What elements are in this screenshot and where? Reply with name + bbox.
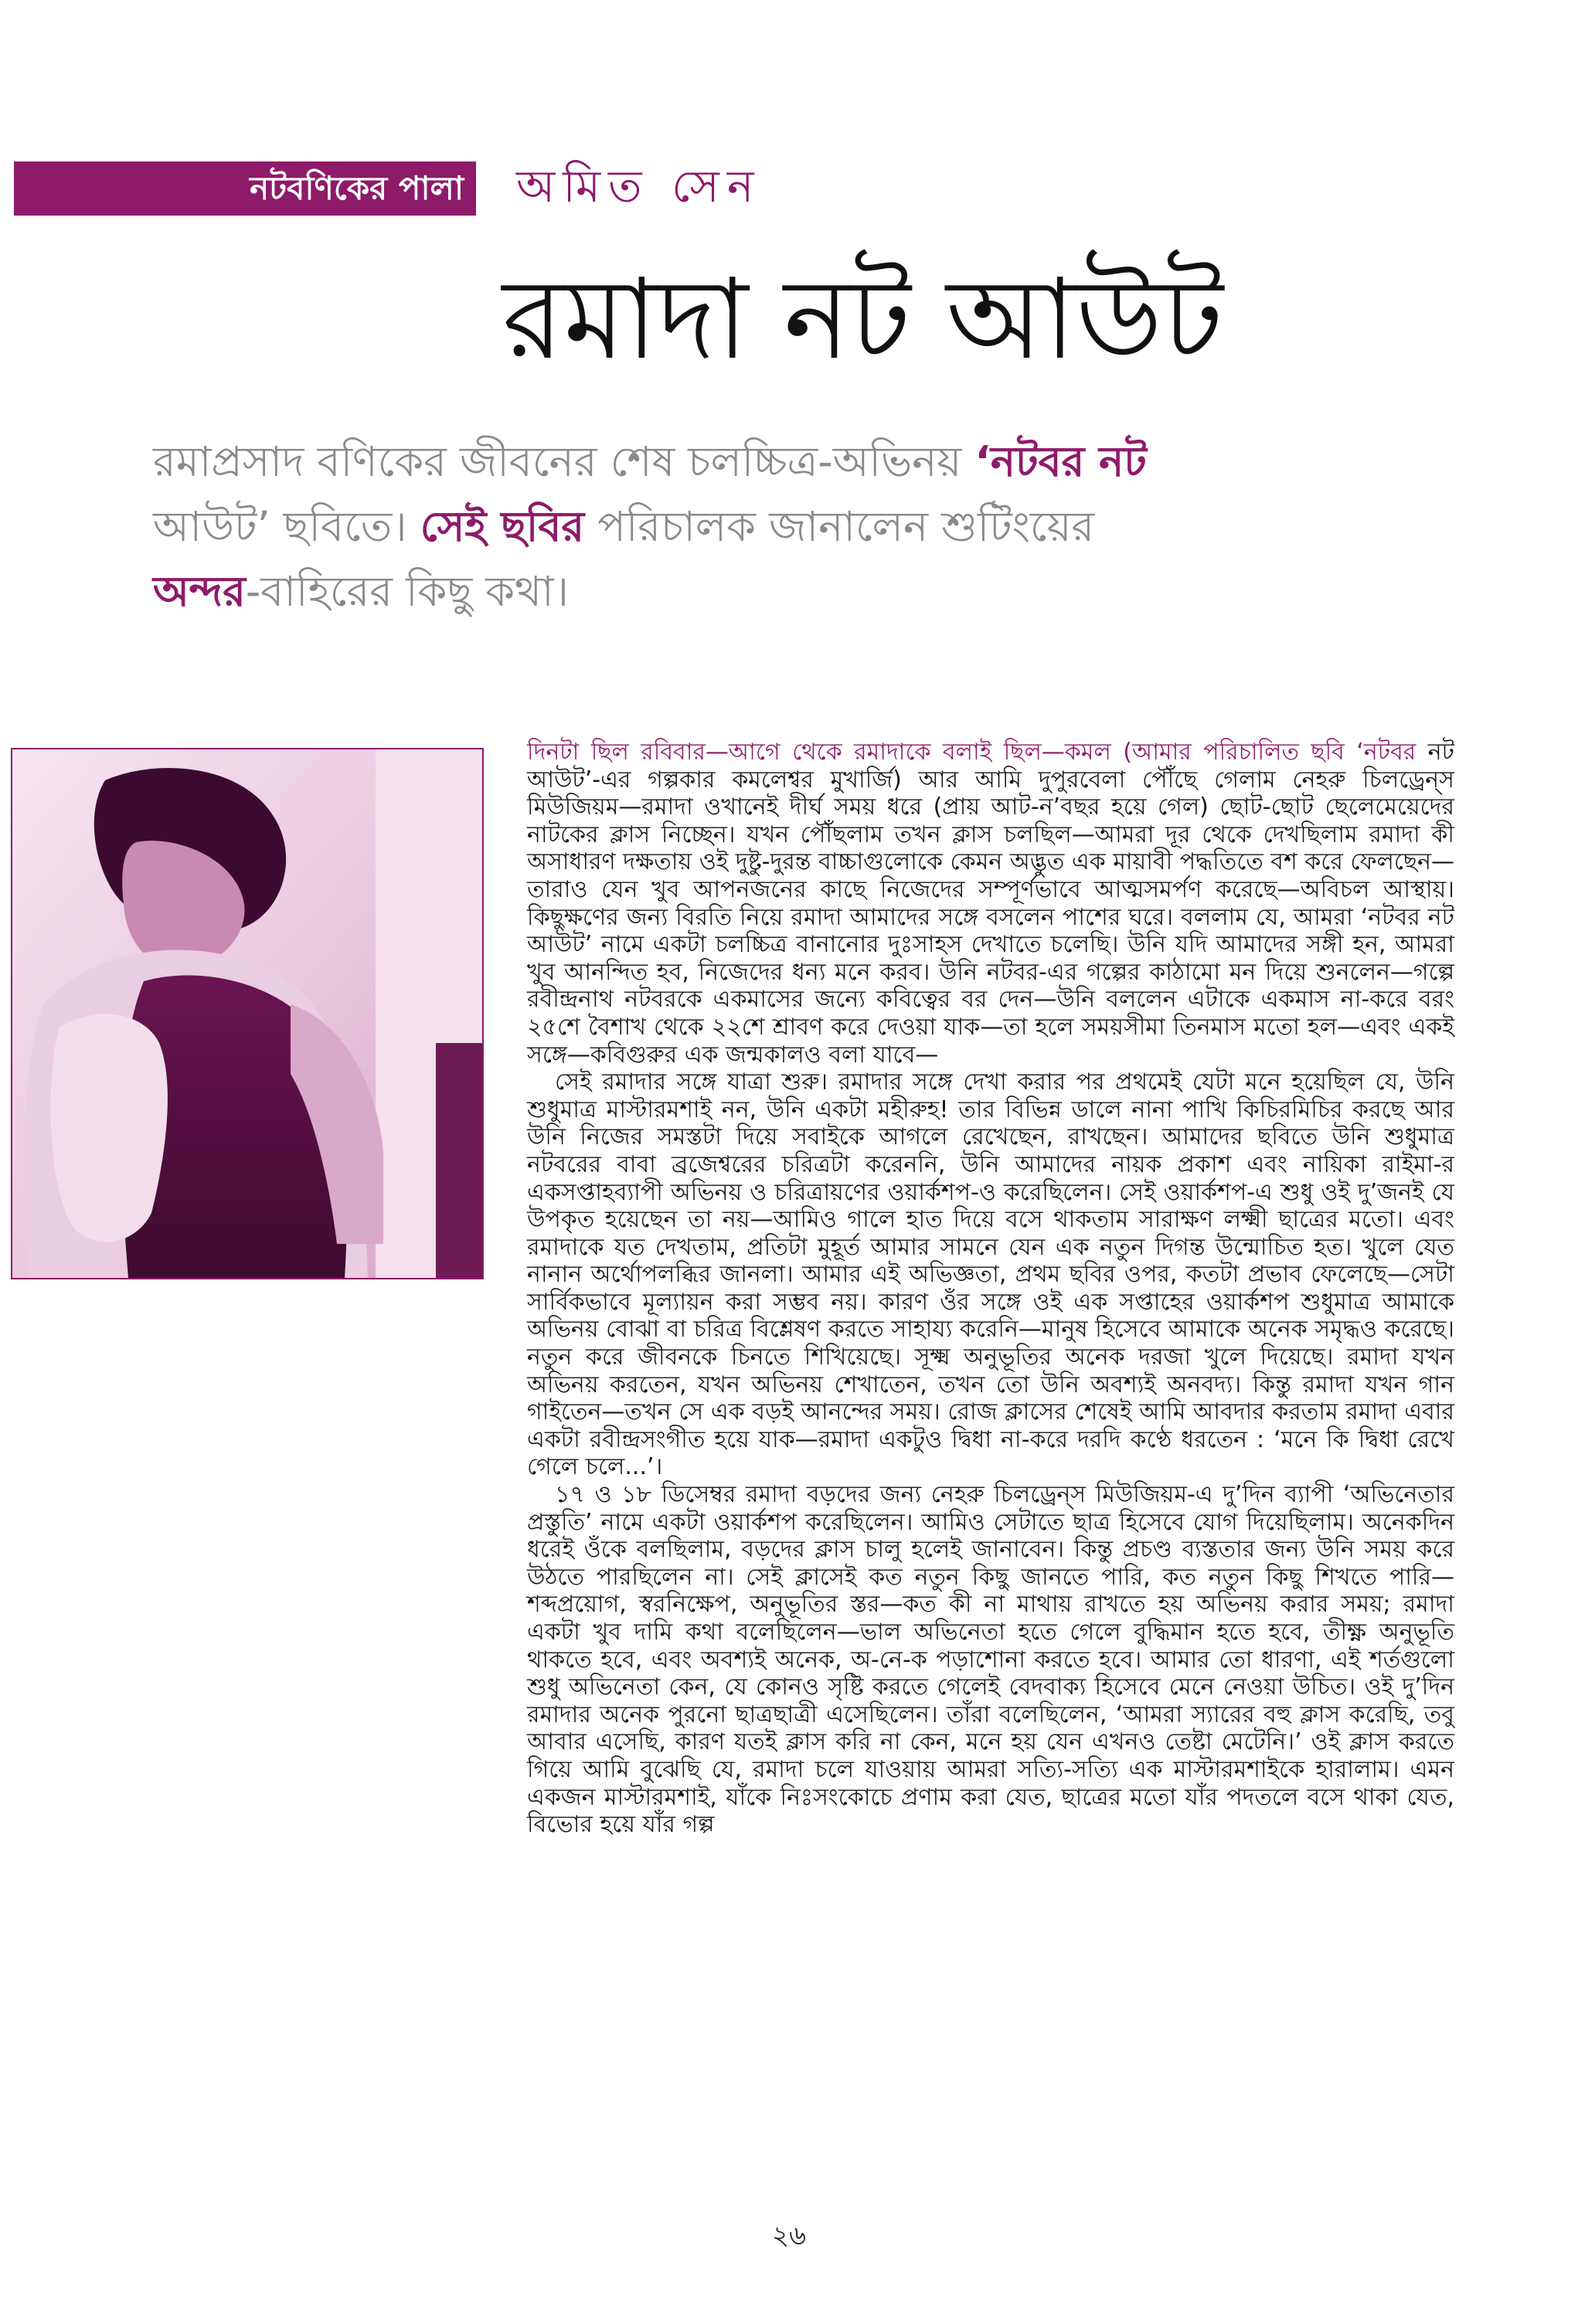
article-lead-in: দিনটা ছিল রবিবার—আগে থেকে রমাদাকে বলাই ছিল—কমল (আমার পরিচালিত ছবি ‘নটবর	[527, 739, 1416, 766]
lead-highlight-3: অন্দর	[153, 567, 246, 616]
section-tag: নটবণিকের পালা	[14, 161, 476, 216]
portrait-photo	[11, 748, 484, 1279]
lead-highlight-1: ‘নটবর নট	[974, 437, 1147, 486]
lead-text-1: রমাপ্রসাদ বণিকের জীবনের শেষ চলচ্চিত্র-অভিনয়	[153, 437, 975, 486]
lead-text-2: আউট’ ছবিতে।	[153, 502, 420, 551]
article-title: রমাদা নট আউট	[502, 254, 1223, 384]
page-number: ২৬	[771, 2220, 807, 2251]
article-lead	[153, 430, 1312, 624]
paragraph-1-text: নট আউট’-এর গল্পকার কমলেশ্বর মুখার্জি) আর আমি দুপুরবেলা পৌঁছে গেলাম নেহরু চিলড্রেন্‌স মিউজিয়ম—রমাদা ওখানেই দীর্ঘ সময় ধরে (প্রায় আট-ন’বছর হয়ে গেল) ছোট-ছোট ছেলেমেয়েদের নাটকের ক্লাস নিচ্ছেন। যখন পৌঁছলাম তখন ক্লাস চলছিল—আমরা দূর থেকে দেখছিলাম রমাদা কী অসাধারণ দক্ষতায় ওই দুষ্টু-দুরন্ত বাচ্চাগুলোকে কেমন অদ্ভুত এক মায়াবী পদ্ধতিতে বশ করে ফেলছেন—তারাও যেন খুব আপনজনের কাছে নিজেদের সম্পূর্ণভাবে আত্মসমর্পণ করেছে—অবিচল আস্থায়। কিছুক্ষণের জন্য বিরতি নিয়ে রমাদা আমাদের সঙ্গে বসলেন পাশের ঘরে। বললাম যে, আমরা ‘নটবর নট আউট’ নামে একটা চলচ্চিত্র বানানোর দুঃসাহস দেখাতে চলেছি। উনি যদি আমাদের সঙ্গী হন, আমরা খুব আনন্দিত হব, নিজেদের ধন্য মনে করব। উনি নটবর-এর গল্পের কাঠামো মন দিয়ে শুনলেন—গল্পে রবীন্দ্রনাথ নটবরকে একমাসের জন্যে কবিত্বের বর দেন—উনি বললেন এটাকে একমাস না-করে বরং ২৫শে বৈশাখ থেকে ২২শে শ্রাবণ করে দেওয়া যাক—তা হলে সময়সীমা তিনমাস মতো হল—এবং একই সঙ্গে—কবিগুরুর এক জন্মকালও বলা যাবে—	[527, 739, 1454, 1069]
paragraph-3: ১৭ ও ১৮ ডিসেম্বর রমাদা বড়দের জন্য নেহরু চিলড্রেন্‌স মিউজিয়ম-এ দু’দিন ব্যাপী ‘অভিনেতার প্রস্তুতি’ নামে একটা ওয়ার্কশপ করেছিলেন। আমিও সেটাতে ছাত্র হিসেবে যোগ দিয়েছিলাম। অনেকদিন ধরেই ওঁকে বলছিলাম, বড়দের ক্লাস চালু হলেই জানাবেন। কিন্তু প্রচণ্ড ব্যস্ততার জন্য উনি সময় করে উঠতে পারছিলেন না। সেই ক্লাসেই কত নতুন কিছু জানতে পারি, কত নতুন কিছু শিখতে পারি—শব্দপ্রয়োগ, স্বরনিক্ষেপ, অনুভূতির স্তর—কত কী না মাথায় রাখতে হয় অভিনয় করার সময়; রমাদা একটা খুব দামি কথা বলেছিলেন—ভাল অভিনেতা হতে গেলে বুদ্ধিমান হতে হবে, তীক্ষ্ণ অনুভূতি থাকতে হবে, এবং অবশ্যই অনেক, অ-নে-ক পড়াশোনা করতে হবে। আমার তো ধারণা, এই শর্তগুলো শুধু অভিনেতা কেন, যে কোনও সৃষ্টি করতে গেলেই বেদবাক্য হিসেবে মেনে নেওয়া উচিত। ওই দু’দিন রমাদার অনেক পুরনো ছাত্রছাত্রী এসেছিলেন। তাঁরা বলেছিলেন, ‘আমরা স্যারের বহু ক্লাস করেছি, তবু আবার এসেছি, কারণ যতই ক্লাস করি না কেন, মনে হয় যেন এখনও তেষ্টা মেটেনি।’ ওই ক্লাস করতে গিয়ে আমি বুঝেছি যে, রমাদা চলে যাওয়ায় আমরা সত্যি-সত্যি এক মাস্টারমশাইকে হারালাম। এমন একজন মাস্টারমশাই, যাঁকে নিঃসংকোচে প্রণাম করা যেত, ছাত্রের মতো যাঁর পদতলে বসে থাকা যেত, বিভোর হয়ে যাঁর গল্প	[527, 1481, 1454, 1839]
article-body	[527, 739, 1454, 1839]
paragraph-2: সেই রমাদার সঙ্গে যাত্রা শুরু। রমাদার সঙ্গে দেখা করার পর প্রথমেই যেটা মনে হয়েছিল যে, উনি শুধুমাত্র মাস্টারমশাই নন, উনি একটা মহীরুহ! তার বিভিন্ন ডালে নানা পাখি কিচিরমিচির করছে আর উনি নিজের সমস্তটা দিয়ে সবাইকে আগলে রেখেছেন, রাখছেন। আমাদের ছবিতে উনি শুধুমাত্র নটবরের বাবা ব্রজেশ্বরের চরিত্রটা করেননি, উনি আমাদের নায়ক প্রকাশ এবং নায়িকা রাইমা-র একসপ্তাহব্যাপী অভিনয় ও চরিত্রায়ণের ওয়ার্কশপ-ও করেছিলেন। সেই ওয়ার্কশপ-এ শুধু ওই দু’জনই যে উপকৃত হয়েছেন তা নয়—আমিও গালে হাত দিয়ে বসে থাকতাম সারাক্ষণ লক্ষ্মী ছাত্রের মতো। এবং রমাদাকে যত দেখতাম, প্রতিটা মুহূর্ত আমার সামনে যেন এক নতুন দিগন্ত উন্মোচিত হত। খুলে যেত নানান অর্থোপলব্ধির জানলা। আমার এই অভিজ্ঞতা, প্রথম ছবির ওপর, কতটা প্রভাব ফেলেছে—সেটা সার্বিকভাবে মূল্যায়ন করা সম্ভব নয়। কারণ ওঁর সঙ্গে ওই এক সপ্তাহের ওয়ার্কশপ শুধুমাত্র আমাকে অভিনয় বোঝা বা চরিত্র বিশ্লেষণ করতে সাহায্য করেনি—মানুষ হিসেবে আমাকে অনেক সমৃদ্ধও করেছে। নতুন করে জীবনকে চিনতে শিখিয়েছে। সূক্ষ্ম অনুভূতির অনেক দরজা খুলে দিয়েছে। রমাদা যখন অভিনয় করতেন, যখন অভিনয় শেখাতেন, তখন তো উনি অবশ্যই অনবদ্য। কিন্তু রমাদা যখন গান গাইতেন—তখন সে এক বড়ই আনন্দের সময়। রোজ ক্লাসের শেষেই আমি আবদার করতাম রমাদা এবার একটা রবীন্দ্রসংগীত হয়ে যাক—রমাদা একটুও দ্বিধা না-করে দরদি কণ্ঠে ধরতেন : ‘মনে কি দ্বিধা রেখে গেলে চলে...’।	[527, 1069, 1454, 1481]
paragraph-1	[527, 739, 1454, 1069]
lead-text-3: পরিচালক জানালেন শুটিংয়ের	[584, 502, 1095, 551]
portrait-photo-illustration	[12, 749, 482, 1278]
author-name: অমিত সেন	[516, 160, 762, 212]
lead-highlight-2: সেই ছবির	[420, 502, 585, 551]
lead-text-4: -বাহিরের কিছু কথা।	[245, 567, 569, 616]
